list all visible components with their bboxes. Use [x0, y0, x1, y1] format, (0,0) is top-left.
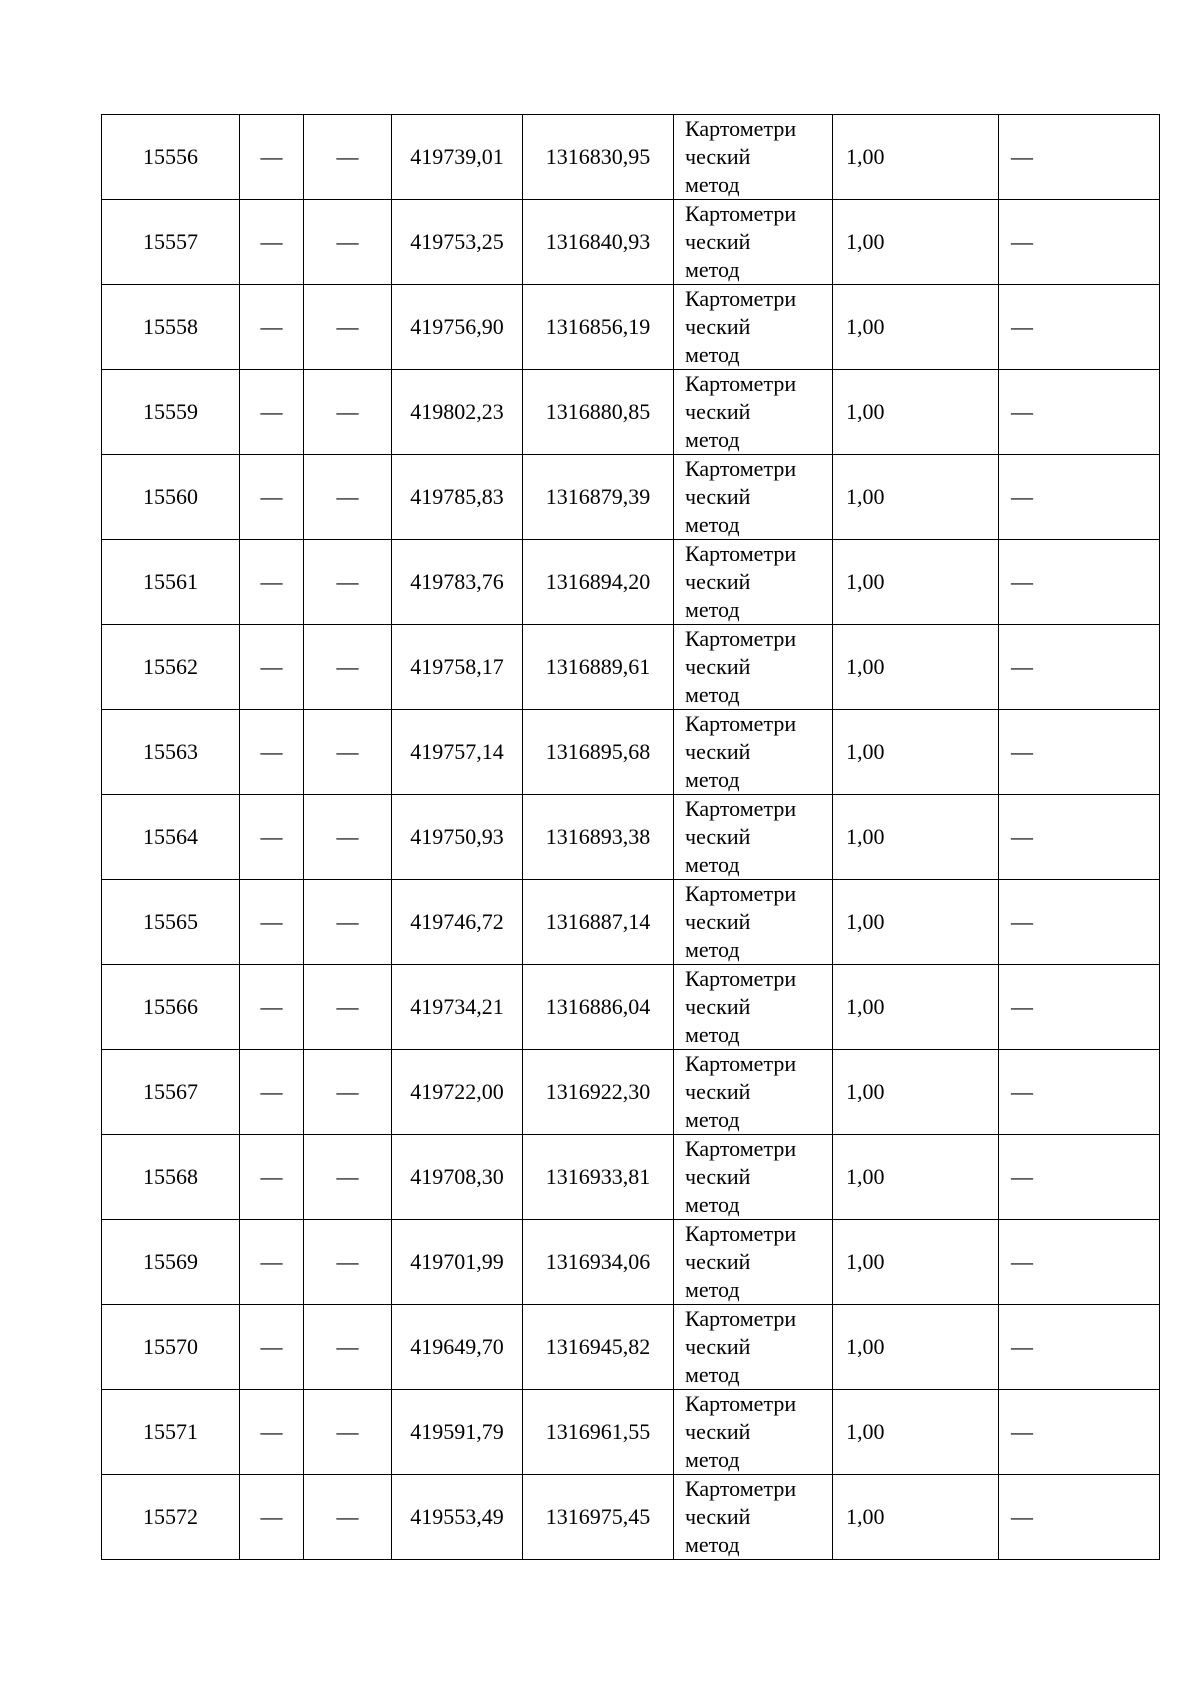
method-cell [674, 455, 833, 540]
y-coordinate-cell: 1316886,04 [523, 965, 674, 1050]
table-row [102, 115, 1160, 200]
method-cell [674, 1050, 833, 1135]
empty-cell: — [999, 200, 1160, 285]
method-text-line: метод [685, 257, 740, 282]
x-coordinate-cell: 419746,72 [392, 880, 523, 965]
method-cell [674, 115, 833, 200]
method-text-line: ческий [685, 1419, 751, 1444]
method-text-line: Картометри [685, 966, 797, 991]
table-row [102, 200, 1160, 285]
empty-cell: — [240, 1050, 304, 1135]
method-text-line: ческий [685, 739, 751, 764]
empty-cell: — [999, 1390, 1160, 1475]
method-cell [674, 1475, 833, 1560]
table-row [102, 1135, 1160, 1220]
method-text-line: ческий [685, 229, 751, 254]
accuracy-cell: 1,00 [833, 1475, 999, 1560]
method-cell [674, 370, 833, 455]
accuracy-cell: 1,00 [833, 370, 999, 455]
method-text-line: ческий [685, 654, 751, 679]
x-coordinate-cell: 419722,00 [392, 1050, 523, 1135]
method-text-line: метод [685, 172, 740, 197]
x-coordinate-cell: 419708,30 [392, 1135, 523, 1220]
empty-cell: — [304, 200, 392, 285]
method-text-line: ческий [685, 1249, 751, 1274]
x-coordinate-cell: 419739,01 [392, 115, 523, 200]
empty-cell: — [304, 880, 392, 965]
accuracy-cell: 1,00 [833, 1135, 999, 1220]
method-text-line: ческий [685, 994, 751, 1019]
coordinates-table [101, 114, 1160, 1560]
empty-cell: — [304, 455, 392, 540]
method-text-line: метод [685, 1022, 740, 1047]
method-text-line: Картометри [685, 1136, 797, 1161]
method-text-line: Картометри [685, 711, 797, 736]
empty-cell: — [240, 540, 304, 625]
point-number-cell: 15563 [102, 710, 240, 795]
point-number-cell: 15567 [102, 1050, 240, 1135]
method-text-line: Картометри [685, 881, 797, 906]
empty-cell: — [240, 1135, 304, 1220]
method-cell [674, 965, 833, 1050]
y-coordinate-cell: 1316893,38 [523, 795, 674, 880]
empty-cell: — [999, 1135, 1160, 1220]
y-coordinate-cell: 1316840,93 [523, 200, 674, 285]
point-number-cell: 15559 [102, 370, 240, 455]
accuracy-cell: 1,00 [833, 1305, 999, 1390]
method-text-line: Картометри [685, 626, 797, 651]
empty-cell: — [240, 1390, 304, 1475]
x-coordinate-cell: 419758,17 [392, 625, 523, 710]
empty-cell: — [304, 1135, 392, 1220]
point-number-cell: 15570 [102, 1305, 240, 1390]
accuracy-cell: 1,00 [833, 1050, 999, 1135]
x-coordinate-cell: 419750,93 [392, 795, 523, 880]
empty-cell: — [240, 115, 304, 200]
x-coordinate-cell: 419802,23 [392, 370, 523, 455]
method-text-line: метод [685, 852, 740, 877]
x-coordinate-cell: 419553,49 [392, 1475, 523, 1560]
accuracy-cell: 1,00 [833, 285, 999, 370]
y-coordinate-cell: 1316934,06 [523, 1220, 674, 1305]
empty-cell: — [240, 1305, 304, 1390]
method-text-line: ческий [685, 1504, 751, 1529]
point-number-cell: 15572 [102, 1475, 240, 1560]
method-text-line: метод [685, 1447, 740, 1472]
empty-cell: — [240, 455, 304, 540]
empty-cell: — [999, 880, 1160, 965]
table-row [102, 455, 1160, 540]
empty-cell: — [240, 965, 304, 1050]
point-number-cell: 15558 [102, 285, 240, 370]
empty-cell: — [240, 285, 304, 370]
accuracy-cell: 1,00 [833, 540, 999, 625]
method-text-line: Картометри [685, 286, 797, 311]
method-text-line: метод [685, 1192, 740, 1217]
x-coordinate-cell: 419756,90 [392, 285, 523, 370]
empty-cell: — [240, 625, 304, 710]
y-coordinate-cell: 1316933,81 [523, 1135, 674, 1220]
point-number-cell: 15569 [102, 1220, 240, 1305]
empty-cell: — [999, 710, 1160, 795]
y-coordinate-cell: 1316889,61 [523, 625, 674, 710]
x-coordinate-cell: 419591,79 [392, 1390, 523, 1475]
method-cell [674, 540, 833, 625]
point-number-cell: 15560 [102, 455, 240, 540]
empty-cell: — [304, 115, 392, 200]
x-coordinate-cell: 419701,99 [392, 1220, 523, 1305]
table-row [102, 1390, 1160, 1475]
y-coordinate-cell: 1316880,85 [523, 370, 674, 455]
table-row [102, 1475, 1160, 1560]
empty-cell: — [999, 1305, 1160, 1390]
method-text-line: Картометри [685, 201, 797, 226]
method-text-line: метод [685, 1277, 740, 1302]
method-text-line: ческий [685, 1079, 751, 1104]
table-row [102, 370, 1160, 455]
method-text-line: метод [685, 512, 740, 537]
method-cell [674, 285, 833, 370]
y-coordinate-cell: 1316895,68 [523, 710, 674, 795]
empty-cell: — [240, 1475, 304, 1560]
method-text-line: метод [685, 682, 740, 707]
empty-cell: — [999, 540, 1160, 625]
empty-cell: — [240, 1220, 304, 1305]
empty-cell: — [999, 965, 1160, 1050]
table-row [102, 1220, 1160, 1305]
empty-cell: — [304, 1050, 392, 1135]
empty-cell: — [304, 1390, 392, 1475]
y-coordinate-cell: 1316961,55 [523, 1390, 674, 1475]
accuracy-cell: 1,00 [833, 115, 999, 200]
table-row [102, 625, 1160, 710]
y-coordinate-cell: 1316922,30 [523, 1050, 674, 1135]
method-text-line: ческий [685, 314, 751, 339]
method-text-line: Картометри [685, 371, 797, 396]
method-text-line: Картометри [685, 116, 797, 141]
point-number-cell: 15565 [102, 880, 240, 965]
y-coordinate-cell: 1316975,45 [523, 1475, 674, 1560]
method-text-line: Картометри [685, 1221, 797, 1246]
x-coordinate-cell: 419785,83 [392, 455, 523, 540]
method-text-line: ческий [685, 484, 751, 509]
accuracy-cell: 1,00 [833, 455, 999, 540]
method-text-line: метод [685, 1362, 740, 1387]
method-text-line: Картометри [685, 456, 797, 481]
method-text-line: ческий [685, 399, 751, 424]
empty-cell: — [240, 880, 304, 965]
empty-cell: — [304, 625, 392, 710]
point-number-cell: 15556 [102, 115, 240, 200]
table-row [102, 1050, 1160, 1135]
point-number-cell: 15566 [102, 965, 240, 1050]
y-coordinate-cell: 1316945,82 [523, 1305, 674, 1390]
accuracy-cell: 1,00 [833, 1220, 999, 1305]
empty-cell: — [304, 1475, 392, 1560]
accuracy-cell: 1,00 [833, 795, 999, 880]
method-text-line: метод [685, 1107, 740, 1132]
empty-cell: — [240, 200, 304, 285]
x-coordinate-cell: 419753,25 [392, 200, 523, 285]
point-number-cell: 15562 [102, 625, 240, 710]
empty-cell: — [999, 625, 1160, 710]
method-cell [674, 200, 833, 285]
empty-cell: — [304, 1305, 392, 1390]
method-text-line: ческий [685, 1164, 751, 1189]
point-number-cell: 15564 [102, 795, 240, 880]
method-text-line: Картометри [685, 1051, 797, 1076]
empty-cell: — [999, 455, 1160, 540]
method-text-line: ческий [685, 144, 751, 169]
empty-cell: — [999, 1220, 1160, 1305]
x-coordinate-cell: 419783,76 [392, 540, 523, 625]
x-coordinate-cell: 419649,70 [392, 1305, 523, 1390]
empty-cell: — [999, 285, 1160, 370]
method-cell [674, 1305, 833, 1390]
empty-cell: — [304, 795, 392, 880]
point-number-cell: 15561 [102, 540, 240, 625]
method-text-line: Картометри [685, 1306, 797, 1331]
empty-cell: — [999, 1475, 1160, 1560]
empty-cell: — [999, 370, 1160, 455]
y-coordinate-cell: 1316887,14 [523, 880, 674, 965]
table-row [102, 965, 1160, 1050]
method-cell [674, 880, 833, 965]
coordinates-table-body [102, 115, 1160, 1560]
empty-cell: — [304, 710, 392, 795]
accuracy-cell: 1,00 [833, 880, 999, 965]
y-coordinate-cell: 1316830,95 [523, 115, 674, 200]
method-text-line: метод [685, 767, 740, 792]
accuracy-cell: 1,00 [833, 710, 999, 795]
method-cell [674, 795, 833, 880]
empty-cell: — [999, 115, 1160, 200]
empty-cell: — [304, 540, 392, 625]
point-number-cell: 15568 [102, 1135, 240, 1220]
accuracy-cell: 1,00 [833, 625, 999, 710]
empty-cell: — [240, 710, 304, 795]
method-text-line: ческий [685, 1334, 751, 1359]
method-text-line: метод [685, 937, 740, 962]
y-coordinate-cell: 1316879,39 [523, 455, 674, 540]
y-coordinate-cell: 1316894,20 [523, 540, 674, 625]
method-text-line: ческий [685, 909, 751, 934]
method-cell [674, 625, 833, 710]
table-row [102, 710, 1160, 795]
empty-cell: — [999, 1050, 1160, 1135]
empty-cell: — [304, 285, 392, 370]
empty-cell: — [240, 795, 304, 880]
empty-cell: — [999, 795, 1160, 880]
x-coordinate-cell: 419734,21 [392, 965, 523, 1050]
table-row [102, 880, 1160, 965]
method-cell [674, 710, 833, 795]
y-coordinate-cell: 1316856,19 [523, 285, 674, 370]
table-row [102, 795, 1160, 880]
method-text-line: Картометри [685, 1476, 797, 1501]
method-text-line: метод [685, 1532, 740, 1557]
method-cell [674, 1220, 833, 1305]
point-number-cell: 15557 [102, 200, 240, 285]
accuracy-cell: 1,00 [833, 965, 999, 1050]
method-text-line: метод [685, 427, 740, 452]
method-text-line: ческий [685, 824, 751, 849]
method-text-line: Картометри [685, 1391, 797, 1416]
empty-cell: — [240, 370, 304, 455]
accuracy-cell: 1,00 [833, 1390, 999, 1475]
table-row [102, 1305, 1160, 1390]
method-text-line: метод [685, 597, 740, 622]
point-number-cell: 15571 [102, 1390, 240, 1475]
method-text-line: Картометри [685, 796, 797, 821]
method-cell [674, 1390, 833, 1475]
empty-cell: — [304, 965, 392, 1050]
method-cell [674, 1135, 833, 1220]
method-text-line: ческий [685, 569, 751, 594]
method-text-line: Картометри [685, 541, 797, 566]
method-text-line: метод [685, 342, 740, 367]
x-coordinate-cell: 419757,14 [392, 710, 523, 795]
accuracy-cell: 1,00 [833, 200, 999, 285]
table-row [102, 540, 1160, 625]
table-row [102, 285, 1160, 370]
empty-cell: — [304, 1220, 392, 1305]
empty-cell: — [304, 370, 392, 455]
